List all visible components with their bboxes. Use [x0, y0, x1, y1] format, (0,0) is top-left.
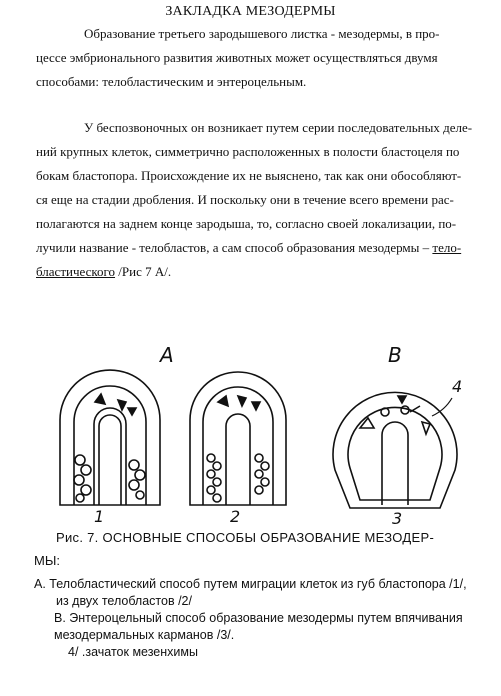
underlined-term: тело-: [432, 240, 462, 255]
text-line: Образование третьего зародышевого листка - мезодермы, в про-: [84, 26, 440, 41]
figure-label-a: А: [160, 343, 174, 367]
embryo-diagram-2: [190, 372, 286, 505]
legend-line: 4/ .зачаток мезенхимы: [68, 645, 198, 659]
text-line: способами: телобластическим и энтероцельным.: [36, 74, 307, 89]
figure-mesoderm-diagrams: [0, 340, 501, 530]
figure-number-2: 2: [230, 507, 241, 526]
text-line: бокам бластопора. Происхождение их не выяснено, так как они обособляют-: [36, 168, 462, 183]
legend-line: из двух телобластов /2/: [56, 594, 192, 608]
figure-number-3: 3: [392, 509, 403, 528]
paragraph-intro: [36, 22, 486, 94]
text-line: лучили название - телобластов, а сам способ образования мезодермы – тело-: [36, 240, 462, 255]
legend-line: мезодермальных карманов /3/.: [54, 628, 235, 642]
text-line: ся еще на стадии дробления. И поскольку они в течение всего времени рас-: [36, 192, 454, 207]
legend-line: А. Телобластический способ путем миграции клеток из губ бластопора /1/,: [34, 577, 467, 591]
figure-label-b: В: [388, 343, 402, 367]
figure-caption: Рис. 7. ОСНОВНЫЕ СПОСОБЫ ОБРАЗОВАНИЕ МЕЗОДЕР-: [56, 530, 435, 545]
text-line: бластического /Рис 7 А/.: [36, 264, 172, 279]
embryo-diagram-1: [60, 370, 160, 505]
paragraph-teloblast: [36, 116, 486, 284]
figure-number-1: 1: [94, 507, 105, 526]
figure-number-4: 4: [452, 377, 463, 396]
figure-caption-continued: МЫ:: [34, 553, 60, 568]
text-line: ний крупных клеток, симметрично расположенных в полости бластоцеля по: [36, 144, 460, 159]
underlined-term: бластического: [36, 264, 116, 279]
embryo-diagram-3: [333, 392, 457, 508]
page-title: ЗАКЛАДКА МЕЗОДЕРМЫ: [165, 4, 336, 19]
text-line: цессе эмбрионального развития животных может осуществляться двумя: [36, 50, 438, 65]
legend-line: В. Энтероцельный способ образование мезодермы путем впячивания: [54, 611, 463, 625]
text-line: полагаются на заднем конце зародыша, то, согласно своей локализации, по-: [36, 216, 457, 231]
text-line: У беспозвоночных он возникает путем серии последовательных деле-: [84, 120, 473, 135]
figure-legend: [34, 576, 494, 661]
